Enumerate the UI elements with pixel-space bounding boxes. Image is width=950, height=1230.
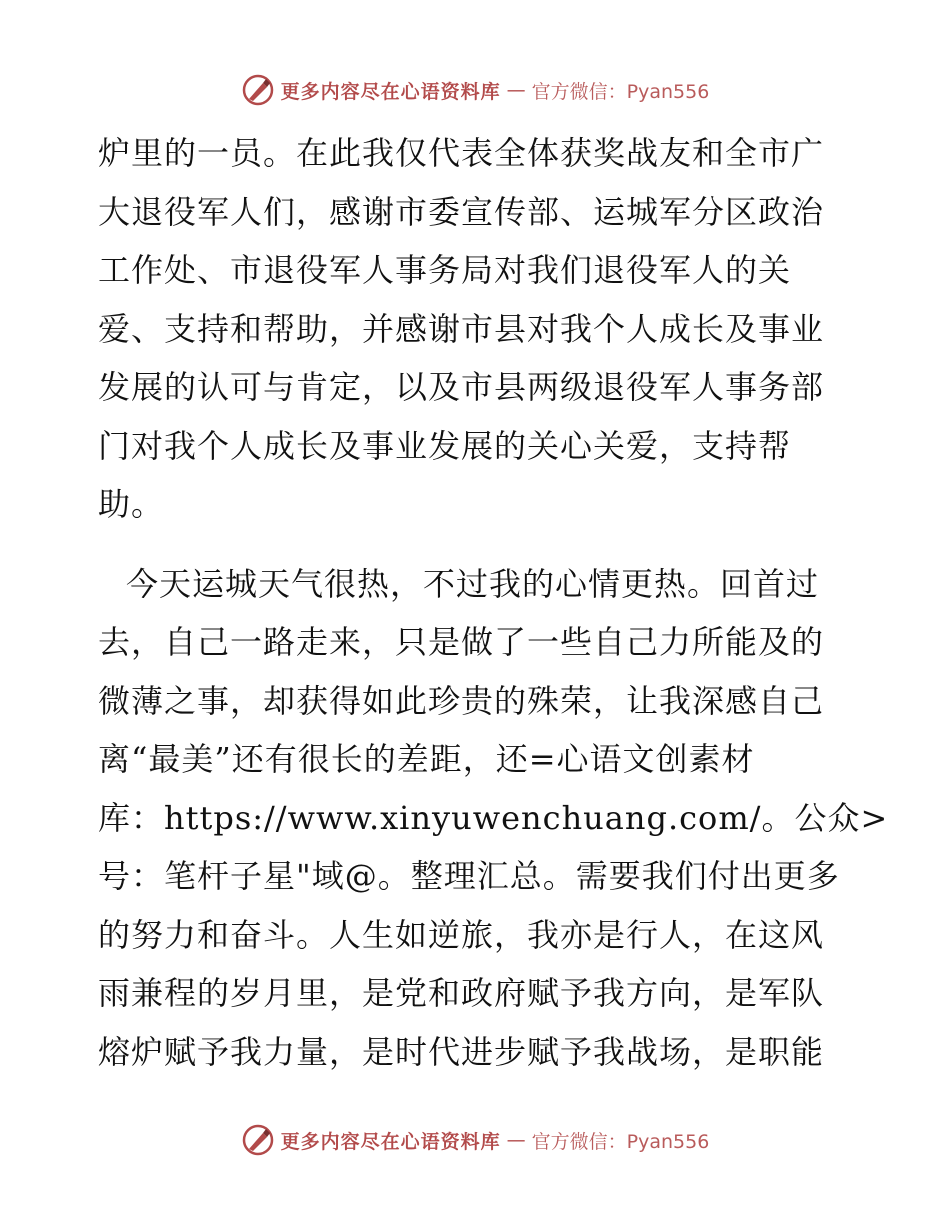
text-line: 的努力和奋斗。人生如逆旅，我亦是行人，在这风	[98, 915, 825, 954]
text-line: 工作处、市退役军人事务局对我们退役军人的关	[98, 251, 792, 289]
banner-separator: —	[506, 79, 526, 101]
text-line: 库：https://www.xinyuwenchuang.com/。公众>	[98, 798, 889, 837]
text-line: 号：笔杆子星"域@。整理汇总。需要我们付出更多	[98, 857, 840, 895]
banner-separator: —	[506, 1129, 526, 1151]
document-body	[98, 124, 889, 1081]
text-line: 发展的认可与肯定，以及市县两级退役军人事务部	[98, 368, 825, 406]
pen-logo-icon	[241, 1123, 275, 1157]
text-line: 今天运城天气很热，不过我的心情更热。回首过	[126, 564, 820, 603]
text-line: 门对我个人成长及事业发展的关心关爱，支持帮	[98, 426, 792, 465]
paragraph-2	[98, 555, 889, 1082]
banner-contact: 官方微信：Pyan556	[531, 80, 710, 103]
banner-brand: 更多内容尽在心语资料库	[280, 80, 501, 103]
text-line: 炉里的一员。在此我仅代表全体获奖战友和全市广	[98, 134, 825, 172]
text-line: 雨兼程的岁月里，是党和政府赋予我方向，是军队	[98, 974, 825, 1012]
text-line: 离“最美”还有很长的差距，还=心语文创素材	[98, 740, 755, 778]
banner-brand: 更多内容尽在心语资料库	[280, 1130, 501, 1153]
header-banner	[0, 70, 950, 110]
text-line: 大退役军人们，感谢市委宣传部、运城军分区政治	[98, 192, 825, 231]
footer-banner	[0, 1120, 950, 1160]
text-line: 助。	[98, 485, 165, 523]
text-line: 去，自己一路走来，只是做了一些自己力所能及的	[98, 623, 825, 661]
text-line: 微薄之事，却获得如此珍贵的殊荣，让我深感自己	[98, 681, 825, 720]
banner-contact: 官方微信：Pyan556	[531, 1130, 710, 1153]
paragraph-1	[98, 124, 858, 534]
pen-logo-icon	[241, 73, 275, 107]
text-line: 熔炉赋予我力量，是时代进步赋予我战场，是职能	[98, 1032, 825, 1071]
text-line: 爱、支持和帮助，并感谢市县对我个人成长及事业	[98, 309, 825, 348]
